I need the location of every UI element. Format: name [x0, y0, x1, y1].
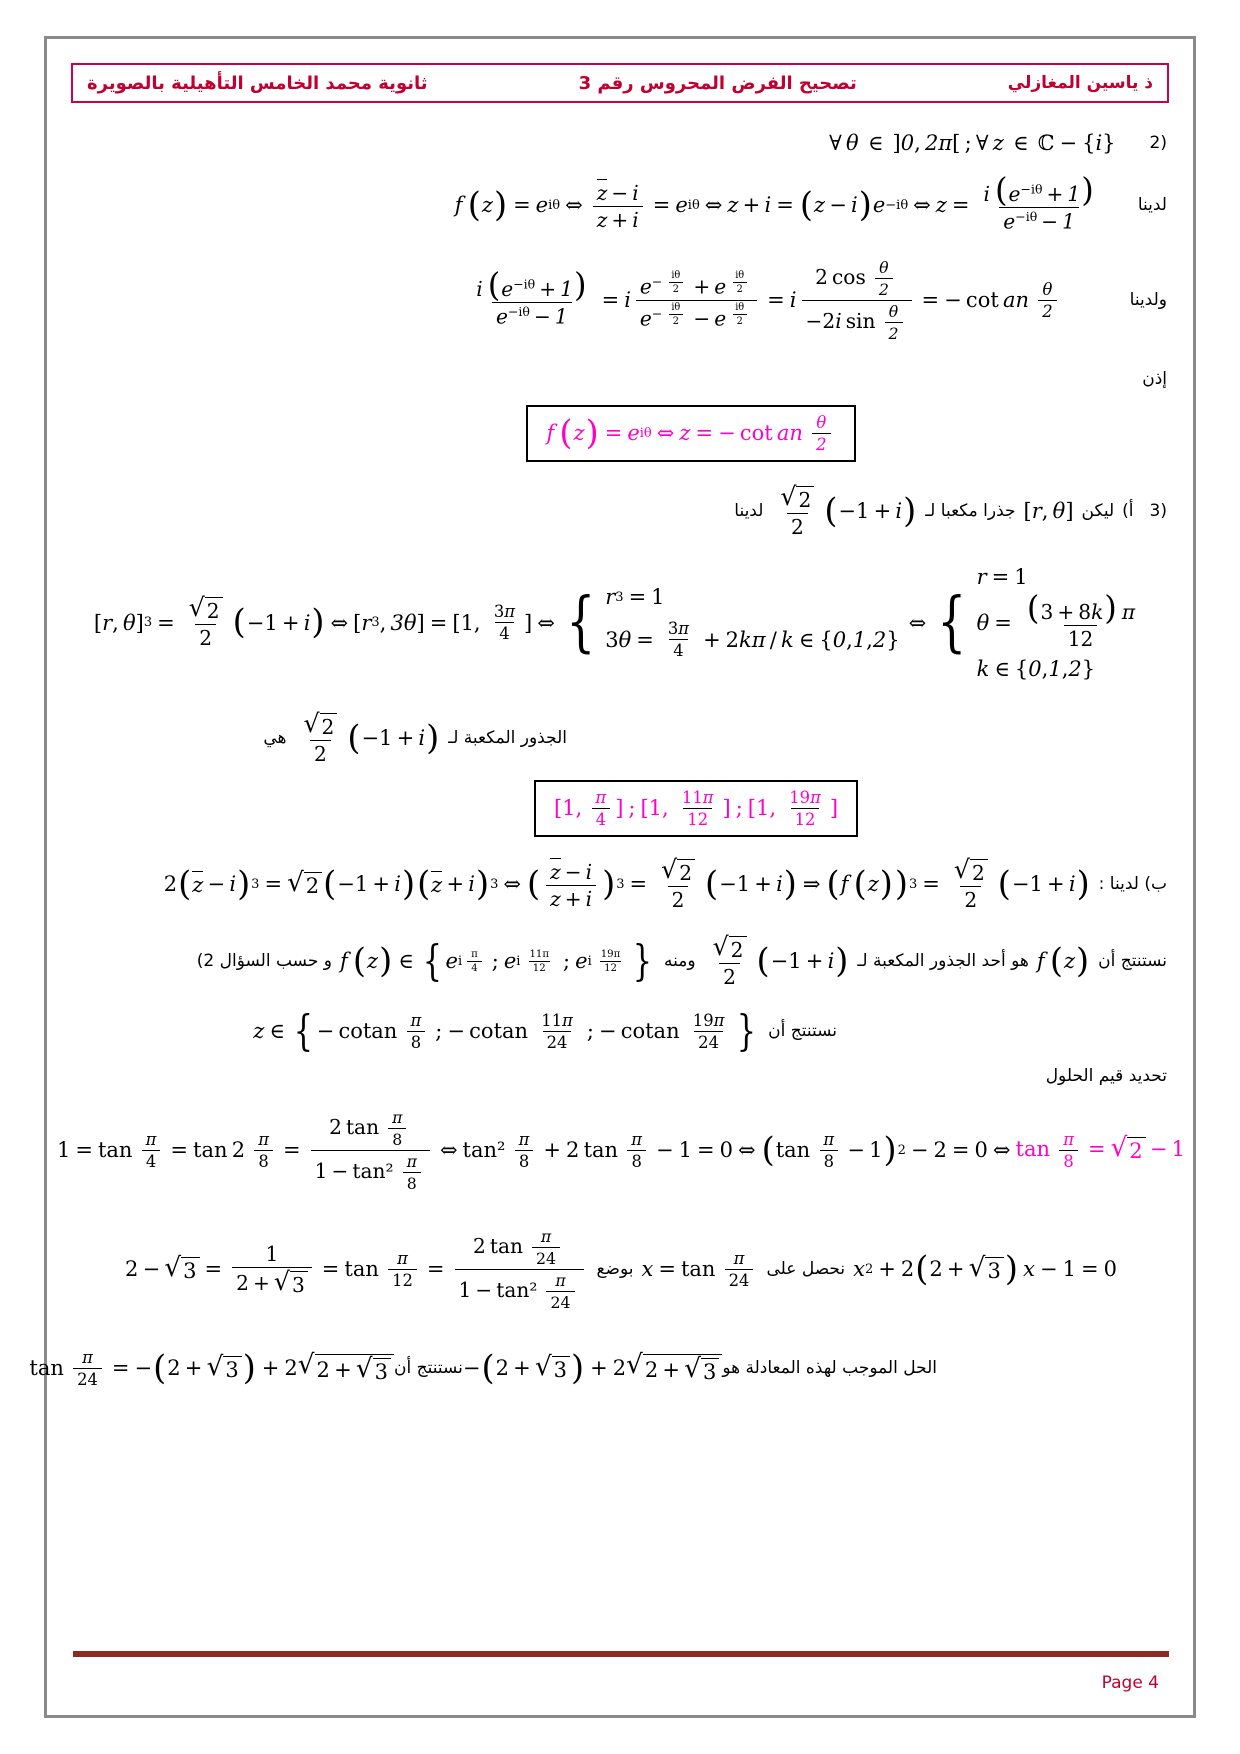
- values-title: تحديد قيم الحلول: [1045, 1065, 1167, 1086]
- q3-number: (3: [1149, 501, 1167, 522]
- q3a-hiya: هي: [263, 728, 287, 749]
- q2-ithan-label: إذن: [1142, 368, 1167, 389]
- final-positive-solution: − ( 2 + √ 3 ) + 2 √ 2 + √ 3: [463, 1352, 722, 1384]
- q3b-line: [75, 854, 1167, 912]
- q2-domain-formula: ∀ θ ∈ ] 0 , 2π [ ; ∀ z ∈ ℂ − { i }: [829, 131, 1116, 155]
- footer-divider: [73, 1651, 1169, 1657]
- q3b-label: ب) لدينا :: [1098, 874, 1167, 895]
- q3b-fz: f ( z ): [1036, 940, 1090, 980]
- page-header: [71, 63, 1169, 103]
- q3b-deduce1-b: هو أحد الجذور المكعبة لـ: [857, 951, 1029, 972]
- q2-eq2: $\frac{i (e^{-i\theta} + 1)}{e^{-i\theta} - 1}$ = i $e^{- \frac{i\theta}{2}}$ + e $^{\frac{i\theta}{2}}$ $e^{- \frac{i\theta}{2}}$ − e $^{\frac{i\theta}{2}}$ = i 2 cos $\frac{\theta}{2}$ −2i sin $\frac{\theta}{2}$ = − cot an $\frac{\theta}{2}$: [467, 258, 1061, 343]
- q2-boxed-result: [526, 405, 855, 462]
- system-brace-1: { r 3 = 1 3 θ = $\frac{3\pi}{4}$ + 2 kπ / k ∈ { 0 , 1 , 2 }: [566, 584, 900, 661]
- tan-pi12-text-2: بوضع: [596, 1259, 634, 1280]
- q2-domain-line: [75, 131, 1167, 155]
- q2-eq1: f ( z ) = e iθ ⇔ $\frac{z - i}{z + i}$ = e iθ ⇔ z + i = ( z − i ) e −iθ ⇔ z = $\frac{i (e^{-i\theta} + 1)}{e^{-i\theta} - 1}$: [454, 171, 1094, 234]
- document-page: [29, 36, 1196, 1718]
- q3b-deduce1-a: نستنتج أن: [1098, 951, 1167, 972]
- school-title: ثانوية محمد الخامس التأهيلية بالصويرة: [87, 72, 428, 94]
- q3b-deduce1-d: و حسب السؤال 2): [196, 951, 332, 972]
- tan-pi8-line: [56, 1107, 1186, 1193]
- q3a-roots-text-line: [75, 708, 1167, 766]
- page-number: Page 4: [1101, 1673, 1159, 1693]
- q3a-rtheta: [ r , θ ]: [1023, 499, 1074, 524]
- q3a-intro-2: جذرا مكعبا لـ: [925, 501, 1016, 522]
- q2-waladyna-label: ولدينا: [1129, 290, 1167, 311]
- q3b-deduce1-value: √ 2 2 ( −1 + i ): [712, 931, 849, 989]
- final-text-2: نستنتج أن: [393, 1358, 463, 1379]
- tan-pi12-line: [75, 1227, 1167, 1312]
- q3b-fz-set: f ( z ) ∈ { e i $\frac{\pi}{4}$ ; e i $\frac{11\pi}{12}$ ; e i $\frac{19\pi}{12}$ }: [339, 936, 653, 986]
- q3a-roots-text: الجذور المكعبة لـ: [448, 728, 567, 749]
- final-tan-pi24: tan $\frac{\pi}{24}$ = − ( 2 + √ 3 ) + 2 √ 2 + √ 3: [29, 1348, 394, 1389]
- q3a-boxed-roots-line: [75, 780, 1240, 837]
- final-text-1: الحل الموجب لهذه المعادلة هو: [722, 1358, 937, 1379]
- q3b-deduce2-line: [75, 1006, 1167, 1056]
- values-title-line: [75, 1066, 1167, 1086]
- q3b-deduce2-label: نستنتج أن: [768, 1021, 837, 1042]
- tan-pi12-sub: x = tan $\frac{\pi}{24}$: [642, 1249, 759, 1290]
- document-body: [29, 119, 1186, 1389]
- exam-title: تصحيح الفرض المحروس رقم 3: [578, 72, 857, 94]
- system-brace-2: { r = 1 θ = $\frac{(3 + 8k) \pi}{12}$ k ∈ { 0 , 1 , 2 }: [937, 564, 1136, 681]
- q3a-roots-value: √ 2 2 ( −1 + i ): [303, 708, 440, 766]
- q2-number: (2: [1149, 133, 1167, 153]
- q3a-intro-line: [75, 481, 1167, 539]
- author-name: ذ ياسين المغازلي: [1007, 73, 1153, 93]
- q3b-deduce1-line: [75, 931, 1167, 989]
- q2-ladyna-label: لدينا: [1137, 195, 1167, 216]
- q2-boxed-formula: f ( z ) = e iθ ⇔ z = − cot an $\frac{\theta}{2}$: [546, 413, 835, 454]
- tan-pi12-text-1: نحصل على: [766, 1259, 846, 1280]
- q3a-boxed-roots-formula: [ 1, $\frac{\pi}{4}$ ] ; [ 1, $\frac{11\pi}{12}$ ] ; [ 1, $\frac{19\pi}{12}$ ]: [553, 787, 839, 829]
- tan-pi8-equation: 1 = tan $\frac{\pi}{4}$ = tan 2 $\frac{\pi}{8}$ = 2 tan $\frac{\pi}{8}$ 1 − tan² $\frac{\pi}{8}$ ⇔ tan² $\frac{\pi}{8}$ + 2 tan $\frac{\pi}{8}$ − 1 = 0 ⇔ ( tan $\frac{\pi}{8}$ − 1 ) 2 − 2 = 0 ⇔ tan $\frac{\pi}{8}$ = √ 2 − 1: [56, 1107, 1186, 1193]
- q3a-intro-3: لدينا: [734, 501, 764, 522]
- q3b-deduce1-c: ومنه: [664, 951, 696, 972]
- q3b-equation: 2 ( z − i ) 3 = √ 2 ( −1 + i ) ( z + i ) 3 ⇔ ( $\frac{z - i}{z + i}$ ) 3 = √ 2 2 ( −1 + i ) ⇒ ( f ( z ) ) 3 = √ 2 2 ( −1 + i ): [163, 854, 1090, 912]
- q3a-system-line: [75, 565, 1167, 681]
- q3a-target-value: √ 2 2 ( −1 + i ): [780, 481, 917, 539]
- final-line: [29, 1347, 1167, 1389]
- q3b-z-set: z ∈ { − cotan $\frac{\pi}{8}$ ; − cotan $\frac{11\pi}{24}$ ; − cotan $\frac{19\pi}{24}$ }: [253, 1006, 757, 1056]
- q3a-boxed-roots: [534, 780, 858, 837]
- q2-boxed-line: [75, 405, 1240, 462]
- q2-eq1-line: [75, 171, 1167, 234]
- q3a-system: [ r , θ ] 3 = √ 2 2 ( −1 + i ) ⇔ [ r 3 , 3θ ] = [ 1, $\frac{3\pi}{4}$ ] ⇔ { r 3 = 1 3 θ = $\frac{3\pi}{4}$ + 2 kπ / k ∈ { 0 , 1 , 2 } ⇔ { r = 1 θ = $\frac{(3 + 8k) \pi}{12}$ k ∈ { 0 , 1 , 2 }: [94, 565, 1148, 681]
- q2-eq2-line: [75, 258, 1167, 343]
- q3a-label: أ): [1122, 501, 1134, 522]
- q2-ithan-line: [75, 369, 1167, 389]
- tan-pi12-equation: x 2 + 2 ( 2 + √ 3 ) x − 1 = 0: [853, 1248, 1117, 1288]
- q3a-intro-1: ليكن: [1081, 501, 1115, 522]
- tan-pi12-chain: 2 − √ 3 = 1 2 + √ 3 = tan $\frac{\pi}{12}$ = 2 tan $\frac{\pi}{24}$ 1 − tan² $\frac{\pi}{24}$: [125, 1227, 588, 1312]
